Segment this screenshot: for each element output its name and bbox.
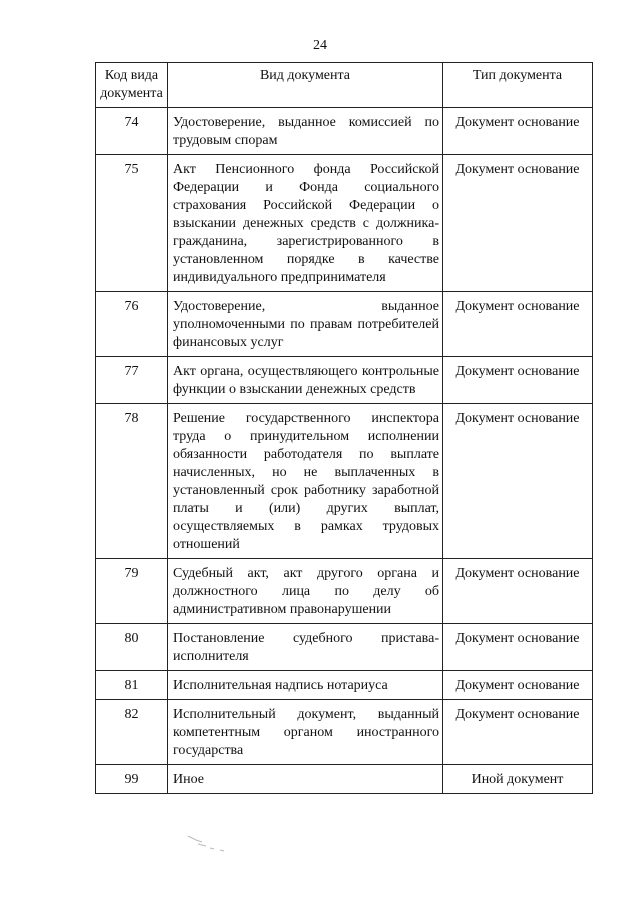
table-header-row [96,63,593,108]
row-code: 82 [96,700,168,765]
header-type: Тип документа [443,63,593,108]
row-type: Документ основание [443,292,593,357]
row-code: 75 [96,155,168,292]
table-row [96,404,593,559]
row-name: Судебный акт, акт другого органа и должностного лица по делу об административном правонарушении [168,559,443,624]
table-row [96,108,593,155]
row-type: Документ основание [443,108,593,155]
header-name: Вид документа [168,63,443,108]
table-row [96,624,593,671]
row-name: Акт Пенсионного фонда Российской Федерации и Фонда социального страхования Российской Федерации о взыскании денежных средств с должника-гражданина, зарегистрированного в установленном порядке в качестве индивидуального предпринимателя [168,155,443,292]
row-type: Документ основание [443,357,593,404]
row-code: 99 [96,765,168,794]
page-number: 24 [313,38,327,53]
row-code: 79 [96,559,168,624]
row-code: 74 [96,108,168,155]
table-row [96,155,593,292]
row-name: Постановление судебного пристава-исполнителя [168,624,443,671]
table-row [96,292,593,357]
scan-mark [186,832,228,854]
table-row [96,357,593,404]
row-type: Документ основание [443,155,593,292]
row-type: Документ основание [443,671,593,700]
row-name: Акт органа, осуществляющего контрольные функции о взыскании денежных средств [168,357,443,404]
table-row [96,671,593,700]
table-row [96,559,593,624]
row-name: Решение государственного инспектора труда о принудительном исполнении обязанности работодателя по выплате начисленных, но не выплаченных в установленный срок работнику заработной платы и (или) других выплат, осуществляемых в рамках трудовых отношений [168,404,443,559]
table-row [96,700,593,765]
row-type: Документ основание [443,700,593,765]
row-name: Удостоверение, выданное комиссией по трудовым спорам [168,108,443,155]
row-type: Иной документ [443,765,593,794]
row-code: 80 [96,624,168,671]
row-name: Иное [168,765,443,794]
row-type: Документ основание [443,404,593,559]
row-type: Документ основание [443,559,593,624]
table-row [96,765,593,794]
row-name: Удостоверение, выданное уполномоченными по правам потребителей финансовых услуг [168,292,443,357]
document-types-table [95,62,593,794]
row-name: Исполнительный документ, выданный компетентным органом иностранного государства [168,700,443,765]
header-code: Код вида документа [96,63,168,108]
row-name: Исполнительная надпись нотариуса [168,671,443,700]
row-type: Документ основание [443,624,593,671]
row-code: 77 [96,357,168,404]
row-code: 78 [96,404,168,559]
row-code: 76 [96,292,168,357]
row-code: 81 [96,671,168,700]
